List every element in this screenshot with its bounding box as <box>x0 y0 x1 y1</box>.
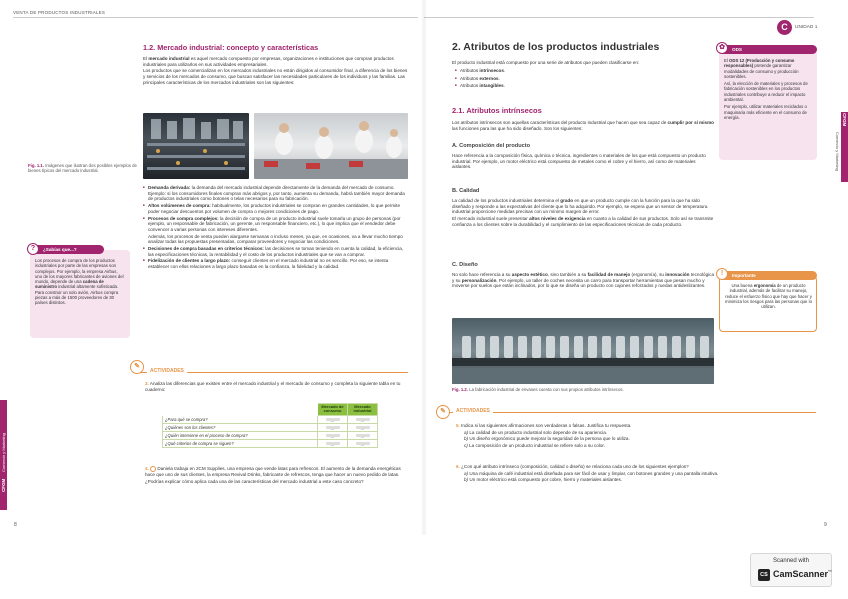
right-page <box>424 0 848 535</box>
activity-6-item-b: b) Un motor eléctrico está compuesto por cobre, hierro y materiales aislantes. <box>464 477 623 483</box>
subsection-title: 2.1. Atributos intrínsecos <box>452 106 542 115</box>
table-row: ¿Para qué se compra? ... ... <box>163 415 378 423</box>
bullet-demanda-derivada: ■ Demanda derivada: la demanda del mercado industrial depende directamente de la demanda del mercado de consumo. Ejemplo: si los consumidores finales compran más abrigos y, por tanto, aumenta su demanda, habrá también mayor demanda de productos industriales como botones o telas necesarios para su fabricación. <box>143 185 408 202</box>
scanned-with-text: Scanned with <box>772 558 810 564</box>
unit-label: UNIDAD 1 <box>795 25 818 30</box>
table-header-row <box>163 404 378 416</box>
photo-container-production <box>452 318 714 384</box>
sabias-que-header: ¿Sabías que...? <box>30 245 104 254</box>
side-brand: CFGM <box>842 113 847 127</box>
table-row: ¿Qué criterios de compra se siguen? ... ... <box>163 439 378 447</box>
unit-badge-icon: C <box>777 20 792 35</box>
heading-calidad: B. Calidad <box>452 188 480 194</box>
warning-icon: ! <box>716 268 728 280</box>
intro-paragraph-1: El mercado industrial es aquel mercado compuesto por empresas, organizaciones e instituciones que compran productos industriales para utilizarlos en sus actividades empresariales. <box>143 56 394 67</box>
col-industrial: Mercado industrial <box>348 404 378 416</box>
text-calidad: La calidad de los productos industriales determina el grado en que un producto cumple con la función para la que ha sido diseñado y responde a las expectativas del cliente que lo ha adquirido. Por ejemplo, se espera que un sensor de temperatura industrial proporcione medidas precisas con un mínimo margen de error. El mercado industrial suele presentar altos niveles de exigencia en cuanto a la calidad de sus productos. Solo así se transmite confianza a los clientes sobre la durabilidad y el cumplimiento de las especificaciones técnicas de cada producto. <box>452 198 714 227</box>
importante-header: Importante <box>719 271 817 280</box>
subsection-intro: Los atributos intrínsecos son aquellas características del producto industrial que hacen que sea capaz de cumplir por sí mismo las funciones para las que ha sido diseñado. Son los siguientes: <box>452 120 714 131</box>
heading-diseno: C. Diseño <box>452 262 478 268</box>
bullet-fidelizacion: ■ Fidelización de clientes a largo plazo: conseguir clientes en el mercado industrial no es sencillo. Por eso, se intenta establecer con ellos relaciones a largo plazo basadas en la confianza, la fidelidad y la calidad. <box>143 258 408 269</box>
camscanner-brand: CamScanner™ <box>773 569 833 579</box>
header-divider <box>13 17 418 18</box>
side-label: Comercio y Marketing <box>835 132 840 171</box>
photo-electronics-factory <box>143 113 249 179</box>
activity-4: 4. Daniela trabaja en 2CM Supplies, una empresa que vende latas para refrescos. El aumento de la demanda energéticas hace que uno de sus clientes, la empresa Revival Drinks, fabricante de refrescos, tenga que hacer un nuevo pedido de latas. ¿Podrías explicar cómo aplica cada una de las características del mercado industrial a este caso concreto? <box>145 466 401 484</box>
pencil-icon: ✎ <box>130 360 144 374</box>
activities-title: ACTIVIDADES <box>147 368 187 374</box>
left-page <box>0 0 424 535</box>
attributes-list <box>455 68 655 89</box>
activities-divider <box>441 412 816 413</box>
bullet-procesos-complejos: ■ Procesos de compra complejos: la decisión de compra de un producto industrial suele tomarla un grupo de personas (por ejemplo, un responsable de fabricación, un gerente, un responsable financiero, etc.), lo que implica que el vendedor debe convencer a varias personas con intereses diferentes. <box>143 216 408 233</box>
table-row: ¿Quién interviene en el proceso de compra? ... ... <box>163 431 378 439</box>
lightbulb-icon: ? <box>27 243 39 255</box>
attribute-externos: ■ Atributos externos. <box>455 76 655 82</box>
characteristics-list <box>143 185 408 270</box>
activity-3: 3. Analiza las diferencias que existen entre el mercado industrial y el mercado de consumo y completa la siguiente tabla en tu cuaderno: <box>145 381 401 392</box>
heading-composicion: A. Composición del producto <box>452 143 531 149</box>
intro-paragraph-2: Los productos que se comercializan en los mercados industriales no están dirigidos al consumidor final, a diferencia de los bienes y servicios de los mercados de consumo, que buscan satisfacer las necesidades particulares de los individuos y las familias. Las principales características de los mercados industriales son las siguientes: <box>143 68 408 85</box>
activity-5-item-c: c) La composición de un producto industrial se refiere solo a su color. <box>464 443 605 449</box>
comparison-table <box>162 403 378 448</box>
importante-text: Una buena ergonomía de un producto industrial, además de facilitar su manejo, reduce el esfuerzo físico que hay que hacer y minimiza los riesgos para las personas que lo utilizan. <box>725 283 812 310</box>
text-diseno: No solo hace referencia a su aspecto estético, sino también a su facilidad de manejo (ergonomía), su innovación tecnológica y su personalización. Por ejemplo, un taller de coches necesita un carro para transportar herramientas que pesan mucho y moverse por suelos que están inclinados, por lo que se diseña un producto con cajones reforzados y ruedas antideslizantes. <box>452 272 715 289</box>
header-divider <box>424 17 814 18</box>
col-consumo: Mercado de consumo <box>318 404 348 416</box>
activity-6-item-a: a) Una máquina de café industrial está diseñada para ser fácil de usar y limpiar, con botones grandes y una pantalla intuitiva. <box>464 470 719 476</box>
pencil-icon: ✎ <box>436 405 450 419</box>
fig-1-1-caption: Fig. 1.1. Imágenes que ilustran dos posibles ejemplos de bienes típicos del mercado industrial. <box>28 163 137 174</box>
ods-text: El ODS 12 (Producción y consumo responsables) pretende garantizar modalidades de consumo y producción sostenibles. Así, la elección de materiales y procesos de fabricación sostenibles en los productos industriales contribuye a reducir el impacto ambiental. Por ejemplo, utilizar materiales reciclados o maquinaria más eficiente en el consumo de energía. <box>724 58 808 120</box>
attributes-intro: El producto industrial está compuesto por una serie de atributos que pueden clasificarse en: <box>452 60 640 65</box>
intro-text <box>143 56 408 86</box>
page-number: 9 <box>824 522 827 528</box>
bullet-procesos-continuacion: Además, los procesos de venta pueden alargarse semanas o incluso meses, ya que, en ocasiones, va a llevar mucho tiempo analizar todas las propuestas presentadas, comparar proveedores y negociar las condiciones. <box>148 233 403 245</box>
section-title: 1.2. Mercado industrial: concepto y características <box>143 43 319 52</box>
activity-5-item-a: a) La calidad de un producto industrial solo depende de su apariencia. <box>464 429 608 435</box>
book-gutter <box>421 0 427 535</box>
activity-5-item-b: b) Un diseño ergonómico puede mejorar la seguridad de la persona que lo utiliza. <box>464 436 630 442</box>
ods-header: ODS <box>719 45 817 54</box>
bullet-criterios-tecnicos: ■ Decisiones de compra basadas en criterios técnicos: las decisiones se toman teniendo en cuenta la calidad, la eficiencia, las especificaciones técnicas, la rentabilidad y el costo de los productos industriales que se van a comprar. <box>143 246 408 257</box>
ods-globe-icon: ✿ <box>716 42 728 54</box>
fig-1-2-caption: Fig. 1.2. La fabricación industrial de envases cuenta con sus propios atributos intrínsecos. <box>452 387 624 392</box>
camscanner-watermark <box>750 553 832 587</box>
side-label: Comercio y Marketing <box>1 433 6 472</box>
page-number: 8 <box>14 522 17 528</box>
sabias-que-text: Los procesos de compra de los productos industriales por parte de las empresas son complejos. Por ejemplo, la empresa Airbus, uno de los mayores fabricantes de aviones del mundo, depende de una cadena de suministro industrial altamente sofisticada. Para construir un solo avión, Airbus compra piezas a más de 1500 proveedores de 30 países distintos. <box>35 258 124 306</box>
camscanner-logo-icon: CS <box>758 569 770 581</box>
photo-textile-workers <box>254 113 408 179</box>
running-header: VENTA DE PRODUCTOS INDUSTRIALES <box>13 10 106 15</box>
attribute-intrinsecos: ■ Atributos intrínsecos. <box>455 68 655 74</box>
activity-6: 6. ¿Con qué atributo intrínseco (composición, calidad o diseño) se relaciona cada uno de los siguientes ejemplos? a) Una máquina de café industrial está diseñada para ser fácil de usar y limpiar, con botones grandes y una pantalla intuitiva. b) Un motor eléctrico está compuesto por cobre, hierro y materiales aislantes. <box>456 464 786 483</box>
table-row: ¿Quiénes son los clientes? ... ... <box>163 423 378 431</box>
text-composicion: Hace referencia a la composición física, química o técnica, ingredientes o materiales de los que está compuesto un producto industrial. Por ejemplo, un motor eléctrico está compuesto de metales como el cobre y el hierro, así como de materiales aislantes. <box>452 153 706 170</box>
section-title: 2. Atributos de los productos industriales <box>452 41 660 53</box>
activity-5: 5. Indica si las siguientes afirmaciones son verdaderas o falsas. Justifica tu respuesta. a) La calidad de un producto industrial solo depende de su apariencia. b) Un diseño ergonómico puede mejorar la seguridad de la persona que lo utiliza. c) La composición de un producto industrial se refiere solo a su color. <box>456 423 796 449</box>
bullet-altos-volumenes: ■ Altos volúmenes de compra: habitualmente, los productos industriales se compran en grandes cantidades, lo que permite poder negociar descuentos por volumen de compra o mejores condiciones de pago. <box>143 203 408 214</box>
activities-title: ACTIVIDADES <box>453 408 493 414</box>
attribute-intangibles: ■ Atributos intangibles. <box>455 83 655 89</box>
side-brand: CFGM <box>1 478 6 492</box>
